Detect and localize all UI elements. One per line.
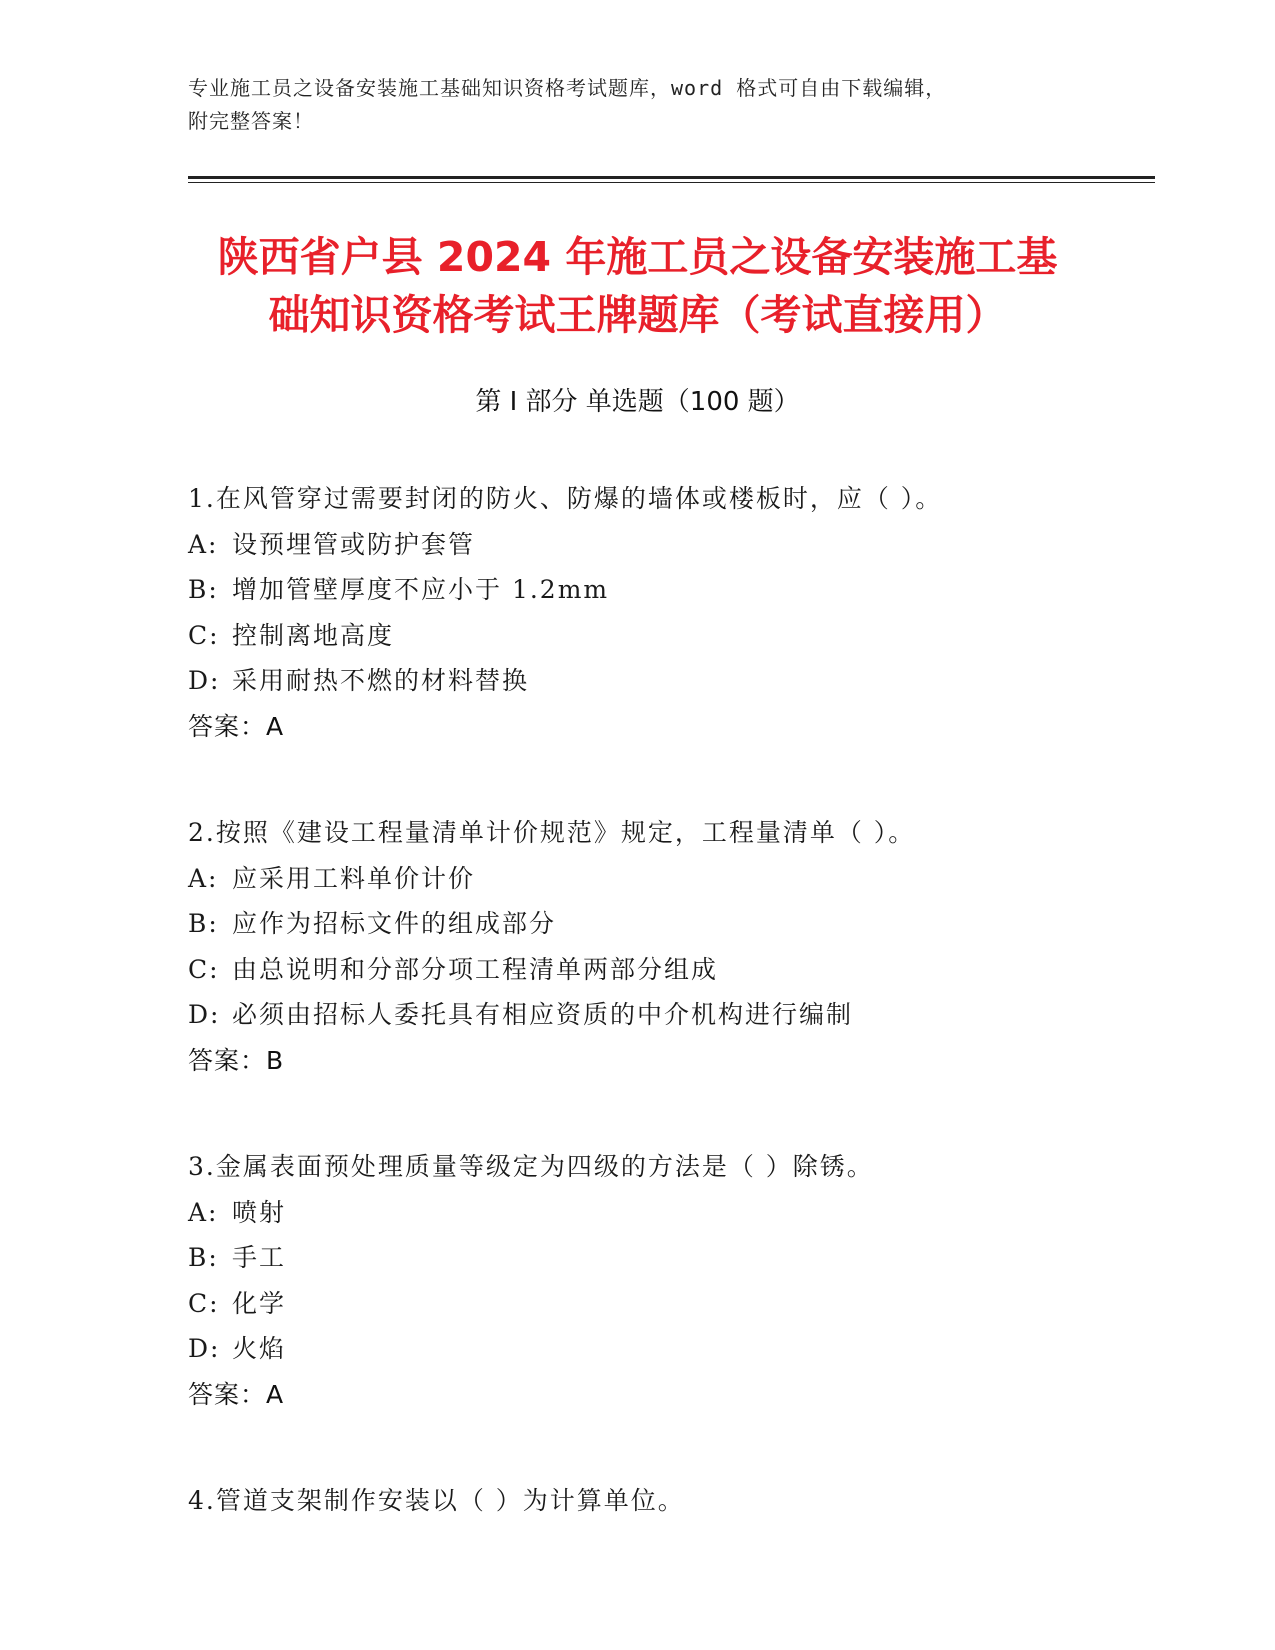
option-key: D: [188, 1334, 221, 1363]
document-title-line-2: 础知识资格考试王牌题库（考试直接用） [268, 291, 1007, 339]
option-key: B: [188, 1243, 219, 1272]
question-stem: 2.按照《建设工程量清单计价规范》规定，工程量清单（ ）。 [188, 818, 916, 847]
option-a [188, 522, 1148, 568]
option-b [188, 901, 1148, 947]
option-text: 由总说明和分部分项工程清单两部分组成 [232, 954, 719, 984]
option-key: C: [188, 954, 220, 984]
option-text: 喷射 [232, 1197, 287, 1227]
header-rule-thick [188, 176, 1155, 179]
option-text: 增加管壁厚度不应小于 1.2mm [232, 575, 610, 604]
header-note-line-1: 专业施工员之设备安装施工基础知识资格考试题库，word 格式可自由下载编辑， [188, 76, 947, 100]
section-title: 第 I 部分 单选题（100 题） [475, 387, 800, 417]
option-d [188, 658, 1148, 704]
option-key: B: [188, 575, 219, 604]
option-key: B: [188, 909, 219, 938]
option-a [188, 856, 1148, 902]
option-d [188, 992, 1148, 1038]
option-key: A: [188, 1197, 219, 1227]
document-title [150, 228, 1125, 344]
option-a [188, 1190, 1148, 1236]
option-text: 化学 [232, 1288, 287, 1318]
option-text: 火焰 [232, 1334, 287, 1363]
option-key: D: [188, 666, 221, 695]
option-text: 采用耐热不燃的材料替换 [232, 666, 530, 695]
header-note [188, 72, 1088, 138]
option-text: 应采用工料单价计价 [232, 863, 476, 893]
document-title-line-1: 陕西省户县 2024 年施工员之设备安装施工基 [217, 233, 1058, 281]
option-key: A: [188, 863, 219, 893]
option-key: A: [188, 529, 219, 559]
option-text: 设预埋管或防护套管 [232, 529, 476, 559]
question-2 [188, 810, 1148, 1083]
option-text: 控制离地高度 [232, 620, 395, 650]
header-note-line-2: 附完整答案！ [188, 109, 314, 133]
answer-line: 答案：B [188, 1045, 285, 1075]
question-stem: 3.金属表面预处理质量等级定为四级的方法是（ ）除锈。 [188, 1152, 874, 1181]
option-d [188, 1326, 1148, 1372]
option-b [188, 1235, 1148, 1281]
question-list [188, 476, 1148, 1585]
question-1 [188, 476, 1148, 749]
answer-line: 答案：A [188, 711, 285, 741]
question-stem: 1.在风管穿过需要封闭的防火、防爆的墙体或楼板时，应（ ）。 [188, 484, 943, 513]
option-b [188, 567, 1148, 613]
option-key: C: [188, 1288, 220, 1318]
option-text: 手工 [232, 1243, 287, 1272]
answer-line: 答案：A [188, 1379, 285, 1409]
option-key: C: [188, 620, 220, 650]
question-3 [188, 1144, 1148, 1417]
option-c [188, 1281, 1148, 1327]
question-stem: 4.管道支架制作安装以（ ）为计算单位。 [188, 1486, 685, 1515]
option-key: D: [188, 1000, 221, 1029]
option-c [188, 613, 1148, 659]
header-rule-thin [188, 182, 1155, 183]
option-text: 应作为招标文件的组成部分 [232, 909, 557, 938]
option-text: 必须由招标人委托具有相应资质的中介机构进行编制 [232, 1000, 854, 1029]
option-c [188, 947, 1148, 993]
question-4 [188, 1478, 1148, 1524]
